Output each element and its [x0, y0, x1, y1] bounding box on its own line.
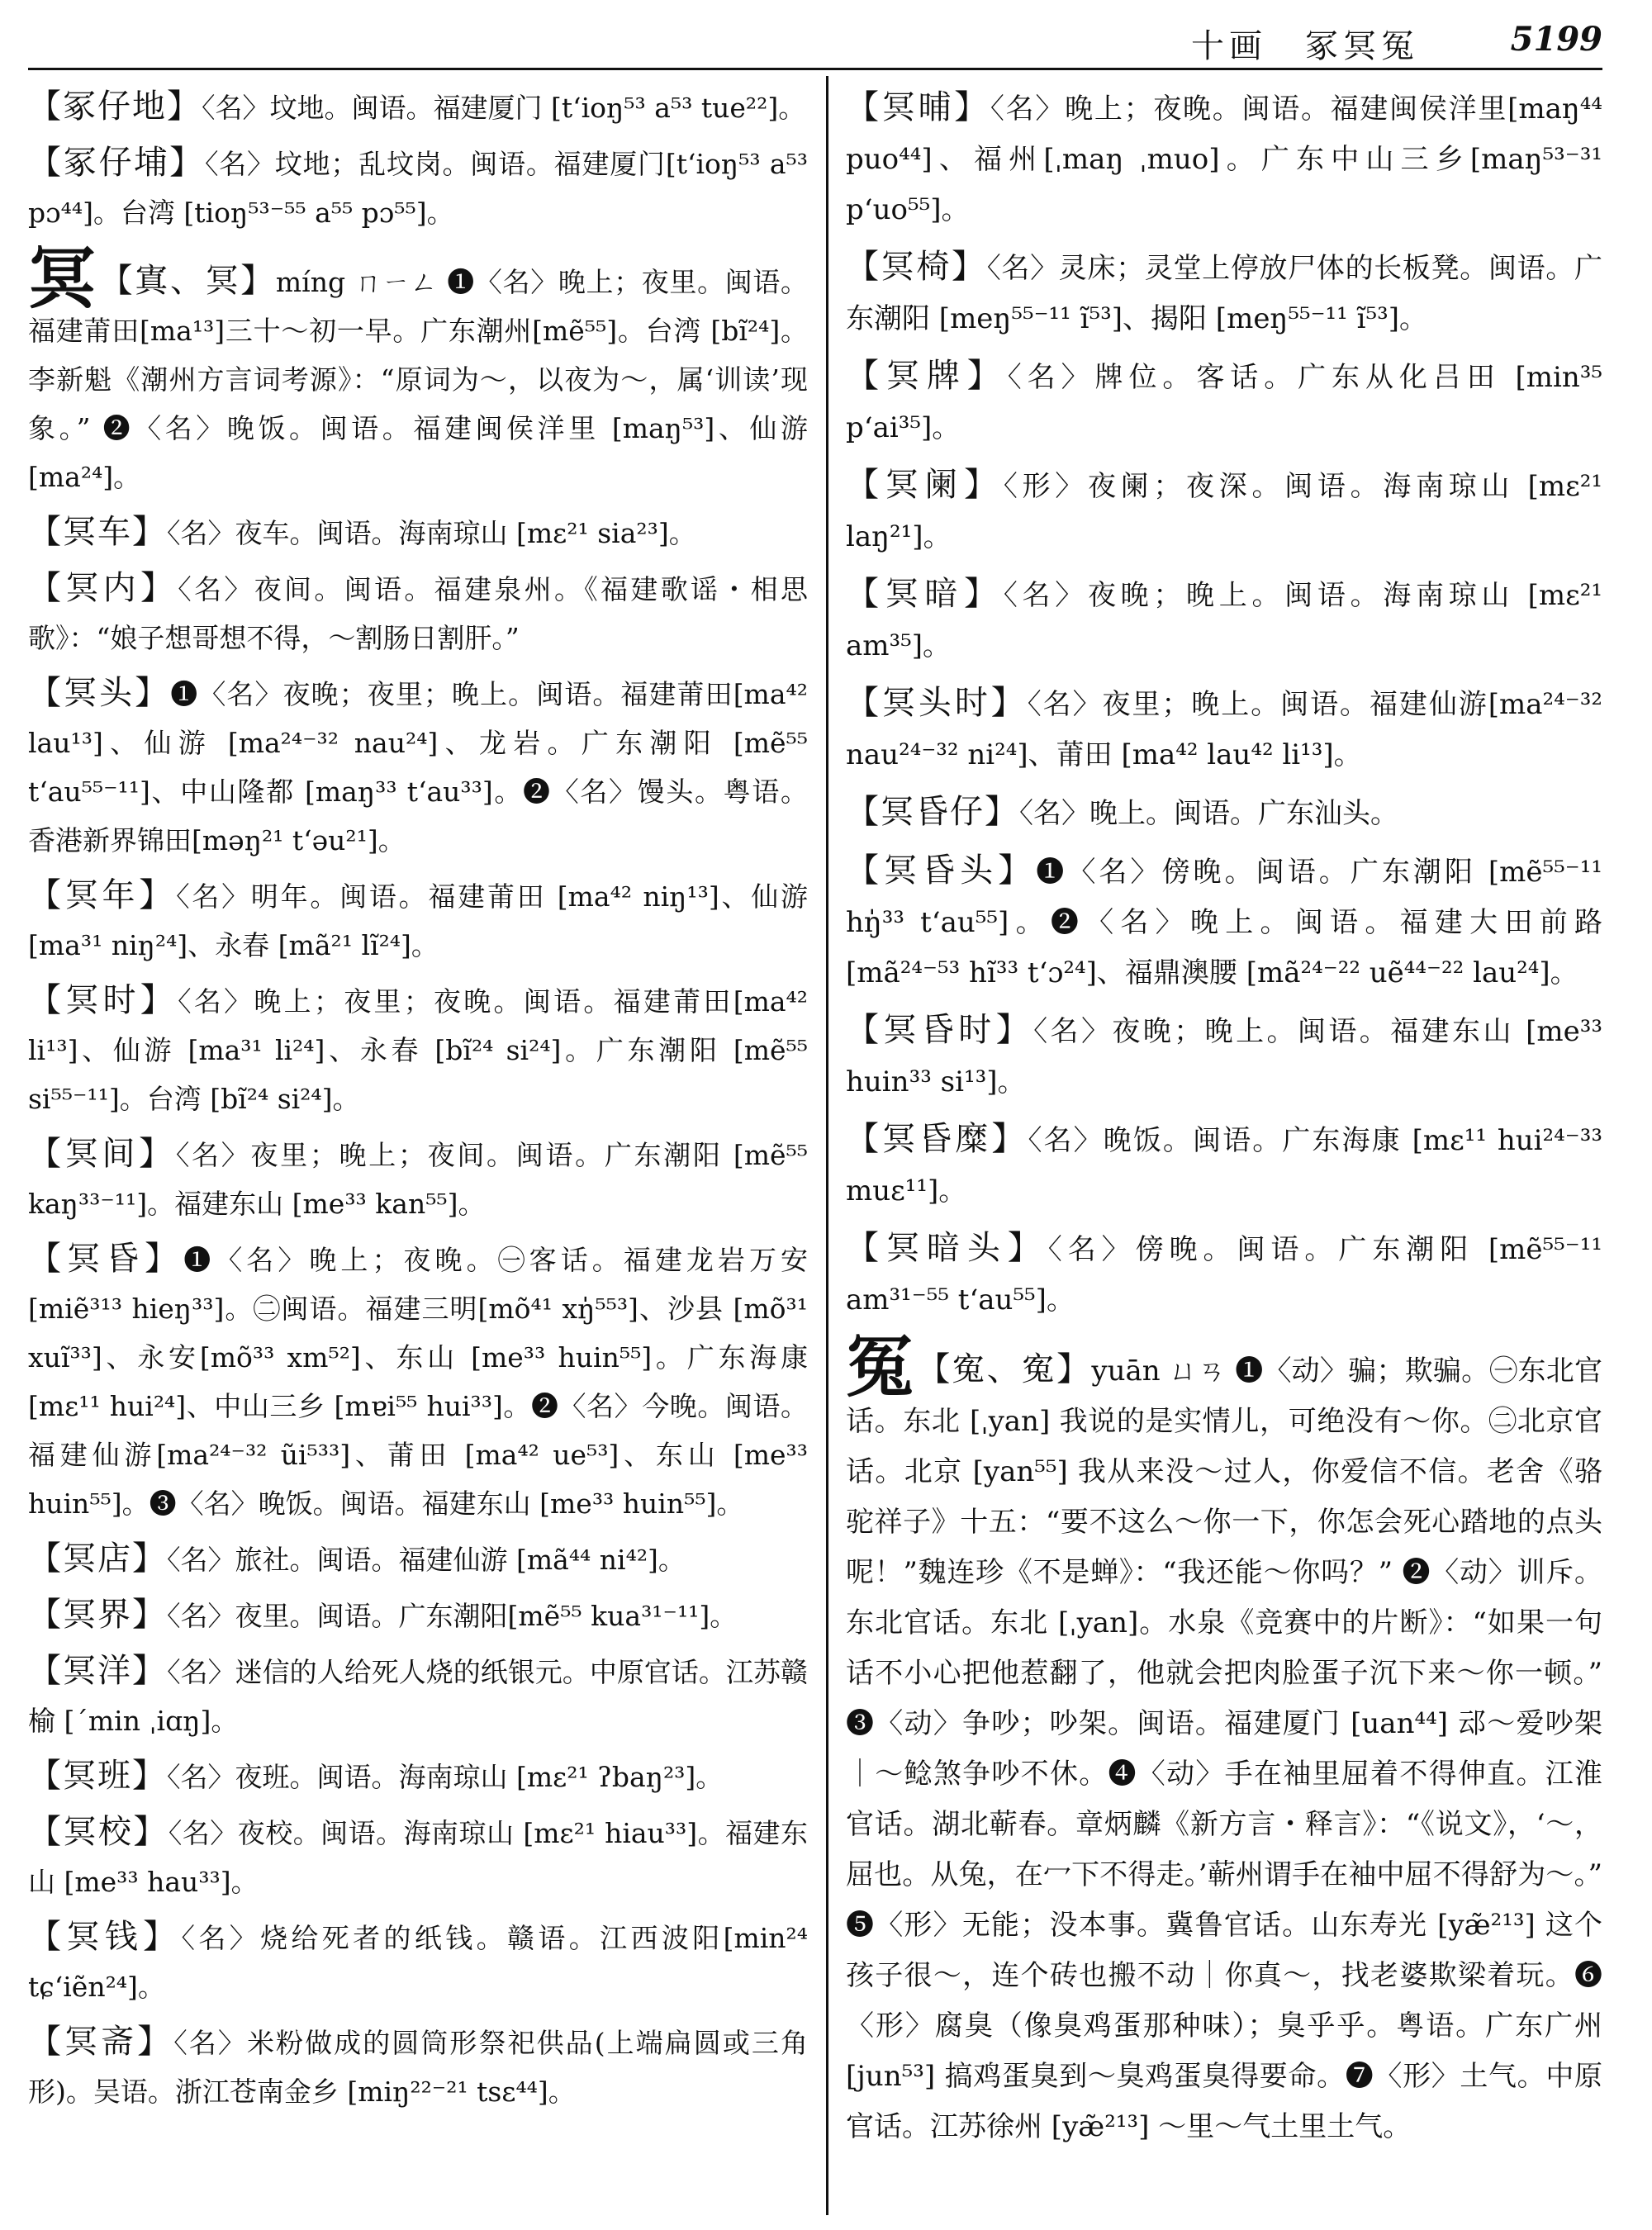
entry-definition: 〈名〉坟地；乱坟岗。闽语。福建厦门[t‘ioŋ⁵³ a⁵³ pɔ⁴⁴]。台湾 [tioŋ⁵³⁻⁵⁵ a⁵⁵ pɔ⁵⁵]。 — [28, 148, 808, 229]
entry-definition: 〈名〉米粉做成的圆筒形祭祀供品(上端扁圆或三角形)。吴语。浙江苍南金乡 [miŋ²²⁻²¹ tsɛ⁴⁴]。 — [28, 2027, 808, 2108]
dictionary-entry — [28, 1235, 808, 1528]
headword-character: 冥 — [28, 240, 97, 318]
page-header — [0, 0, 1652, 71]
header-rule — [28, 68, 1602, 70]
entry-headword: 【冥年】 — [28, 876, 177, 914]
entry-definition: 〈名〉夜班。闽语。海南琼山 [mɛ²¹ ʔbaŋ²³]。 — [167, 1761, 724, 1793]
entry-headword: 【冥校】 — [28, 1813, 169, 1851]
entry-definition: 〈名〉夜里。闽语。广东潮阳[mẽ⁵⁵ kua³¹⁻¹¹]。 — [167, 1600, 738, 1632]
dictionary-entry — [28, 508, 808, 558]
headword-character: 冤 — [846, 1328, 914, 1407]
entry-definition: ❶〈名〉傍晚。闽语。广东潮阳 [mẽ⁵⁵⁻¹¹ hŋ̍³³ t‘au⁵⁵]。❷〈名〉晚上。闽语。福建大田前路 [mã²⁴⁻⁵³ hĩ³³ t‘ɔ²⁴]、福鼎澳腰 [mã²⁴⁻²² uẽ⁴⁴⁻²² lau²⁴]。 — [846, 856, 1602, 989]
dictionary-entry — [846, 787, 1602, 839]
entry-headword: 【冥间】 — [28, 1135, 176, 1173]
entry-headword: 【冥昏糜】 — [846, 1120, 1028, 1158]
entry-definition: 〈名〉夜里；晚上。闽语。福建仙游[ma²⁴⁻³² nau²⁴⁻³² ni²⁴]、莆田 [ma⁴² lau⁴² li¹³]。 — [846, 688, 1602, 771]
entry-definition: yuān ㄩㄢ ❶〈动〉骗；欺骗。㊀东北官话。东北 [ˌyan] 我说的是实情儿，可绝没有～你。㊁北京官话。北京 [yan⁵⁵] 我从来没～过人，你爱信不信。老舍《骆驼祥子》十五：“要不这么～你一下，你怎会死心踏地的点头呢！”魏连珍《不是蝉》：“我还能～你吗？” ❷〈动〉训斥。东北官话。东北 [ˌyan]。水泉《竞赛中的片断》：“如果一句话不小心把他惹翻了，他就会把肉脸蛋子沉下来～你一顿。” ❸〈动〉争吵；吵架。闽语。福建厦门 [uan⁴⁴] 䢵～爱吵架｜～鲶煞争吵不休。❹〈动〉手在袖里屈着不得伸直。江淮官话。湖北蕲春。章炳麟《新方言・释言》：“《说文》，‘～，屈也。从兔，在冖下不得走。’蕲州谓手在袖中屈不得舒为～。” ❺〈形〉无能；没本事。冀鲁官话。山东寿光 [yæ̃²¹³] 这个孩子很～，连个砖也搬不动｜你真～，找老婆欺梁着玩。❻〈形〉腐臭（像臭鸡蛋那种味）；臭乎乎。粤语。广东广州[jun⁵³] 搞鸡蛋臭到～臭鸡蛋臭得要命。❼〈形〉土气。中原官话。江苏徐州 [yæ̃²¹³] ～里～气土里土气。 — [846, 1355, 1602, 2143]
dictionary-entry — [846, 83, 1602, 235]
entry-definition: 〈名〉坟地。闽语。福建厦门 [t‘ioŋ⁵³ a⁵³ tue²²]。 — [202, 92, 806, 124]
entry-definition: 〈名〉夜里；晚上；夜间。闽语。广东潮阳 [mẽ⁵⁵ kaŋ³³⁻¹¹]。福建东山 [me³³ kan⁵⁵]。 — [28, 1139, 808, 1220]
entry-headword: 【冥店】 — [28, 1540, 167, 1578]
entry-definition: 〈名〉晚上；夜里；夜晚。闽语。福建莆田[ma⁴² li¹³]、仙游 [ma³¹ li²⁴]、永春 [bĩ²⁴ si²⁴]。广东潮阳 [mẽ⁵⁵ si⁵⁵⁻¹¹]。台湾 [bĩ²⁴ si²⁴]。 — [28, 985, 808, 1115]
dictionary-entry — [28, 83, 808, 132]
entry-headword: 【冥洋】 — [28, 1652, 168, 1690]
entry-headword: 【冥钱】 — [28, 1918, 182, 1956]
entry-definition: 〈名〉晚饭。闽语。广东海康 [mɛ¹¹ hui²⁴⁻³³ muɛ¹¹]。 — [846, 1124, 1602, 1208]
dictionary-entry — [846, 242, 1602, 344]
entry-headword: 【寘、冥】 — [99, 262, 276, 300]
dictionary-entry — [28, 976, 808, 1123]
entry-headword: 【冥阑】 — [846, 466, 1004, 504]
entry-headword: 【冥班】 — [28, 1757, 167, 1795]
entry-definition: 〈名〉夜晚；晚上。闽语。海南琼山 [mɛ²¹ am³⁵]。 — [846, 579, 1603, 662]
dictionary-entry — [28, 1591, 808, 1640]
page-number: 5199 — [1510, 20, 1602, 59]
dictionary-entry — [28, 564, 808, 662]
entry-definition: 〈名〉晚上。闽语。广东汕头。 — [1019, 797, 1398, 830]
dictionary-entry — [846, 351, 1602, 453]
dictionary-entry — [846, 678, 1602, 780]
dictionary-entry — [28, 1535, 808, 1584]
entry-definition: 〈名〉夜间。闽语。福建泉州。《福建歌谣・相思歌》：“娘子想哥想不得，～割肠日割肝。” — [28, 573, 809, 654]
dictionary-entry — [846, 460, 1602, 562]
dictionary-entry — [28, 1647, 808, 1745]
entry-headword: 【冥昏头】 — [846, 852, 1037, 890]
entry-headword: 【寃、寃】 — [917, 1350, 1092, 1388]
dictionary-entry — [846, 569, 1602, 671]
entry-definition: 〈名〉迷信的人给死人烧的纸银元。中原官话。江苏赣榆 [ˊmin ˌiɑŋ]。 — [28, 1656, 809, 1737]
column-divider — [826, 76, 828, 2215]
entry-definition: 〈名〉夜校。闽语。海南琼山 [mɛ²¹ hiau³³]。福建东山 [me³³ hau³³]。 — [28, 1817, 808, 1898]
entry-headword: 【冥时】 — [28, 981, 178, 1019]
entry-definition: 〈名〉灵床；灵堂上停放尸体的长板凳。闽语。广东潮阳 [meŋ⁵⁵⁻¹¹ ĩ⁵³]、揭阳 [meŋ⁵⁵⁻¹¹ ĩ⁵³]。 — [846, 252, 1603, 335]
dictionary-entry — [28, 1130, 808, 1228]
entry-headword: 【冥昏时】 — [846, 1011, 1034, 1049]
dictionary-entry — [28, 1808, 808, 1906]
entry-definition: 〈名〉夜晚；晚上。闽语。福建东山 [me³³ huin³³ si¹³]。 — [846, 1015, 1603, 1098]
entry-definition: 〈名〉烧给死者的纸钱。赣语。江西波阳[min²⁴ tɕ‘iẽn²⁴]。 — [28, 1922, 808, 2003]
headword-entry — [28, 240, 808, 501]
dictionary-entry — [28, 669, 808, 865]
entry-definition: míng ㄇㄧㄥ ❶〈名〉晚上；夜里。闽语。福建莆田[ma¹³]三十～初一早。广东潮州[mẽ⁵⁵]。台湾 [bĩ²⁴]。李新魁《潮州方言词考源》：“原词为～，以夜为～，属‘训读’现象。” ❷〈名〉晚饭。闽语。福建闽侯洋里 [maŋ⁵³]、仙游 [ma²⁴]。 — [28, 266, 808, 493]
entry-headword: 【冥界】 — [28, 1596, 167, 1634]
entry-headword: 【冥昏仔】 — [846, 793, 1019, 831]
dictionary-entry — [846, 1114, 1602, 1217]
dictionary-entry — [28, 1913, 808, 2011]
entry-headword: 【冥头】 — [28, 674, 171, 712]
entry-headword: 【冥车】 — [28, 513, 167, 551]
entry-definition: 〈名〉牌位。客话。广东从化吕田 [min³⁵ p‘ai³⁵]。 — [846, 361, 1603, 444]
entry-definition: ❶〈名〉晚上；夜晚。㊀客话。福建龙岩万安 [miẽ³¹³ hieŋ³³]。㊁闽语。福建三明[mõ⁴¹ xŋ̍⁵⁵³]、沙县 [mõ³¹ xuĩ³³]、永安[mõ³³ xm⁵²]、东山 [me³³ huin⁵⁵]。广东海康[mɛ¹¹ hui²⁴]、中山三乡 [mɐi⁵⁵ hui³³]。❷〈名〉今晚。闽语。福建仙游[ma²⁴⁻³² ũi⁵³³]、莆田 [ma⁴² ue⁵³]、东山 [me³³ huin⁵⁵]。❸〈名〉晚饭。闽语。福建东山 [me³³ huin⁵⁵]。 — [28, 1244, 809, 1520]
entry-headword: 【冥晡】 — [846, 88, 990, 126]
left-column — [28, 83, 808, 2123]
dictionary-entry — [846, 846, 1602, 999]
entry-headword: 【冥头时】 — [846, 684, 1028, 722]
section-label: 十画 冢冥冤 — [1191, 27, 1419, 65]
entry-headword: 【冥暗】 — [846, 575, 1004, 613]
entry-definition: 〈名〉傍晚。闽语。广东潮阳 [mẽ⁵⁵⁻¹¹ am³¹⁻⁵⁵ t‘au⁵⁵]。 — [846, 1233, 1602, 1317]
right-column — [846, 83, 1602, 2159]
entry-definition: 〈名〉明年。闽语。福建莆田 [ma⁴² niŋ¹³]、仙游 [ma³¹ niŋ²⁴]、永春 [mã²¹ lĩ²⁴]。 — [28, 880, 809, 961]
headword-entry — [846, 1328, 1602, 2152]
entry-definition: 〈名〉晚上；夜晚。闽语。福建闽侯洋里[maŋ⁴⁴ puo⁴⁴]、福州[ˌmaŋ ˌmuo]。广东中山三乡[maŋ⁵³⁻³¹ p‘uo⁵⁵]。 — [846, 93, 1602, 226]
dictionary-entry — [846, 1223, 1602, 1326]
entry-headword: 【冥牌】 — [846, 357, 1008, 395]
entry-definition: ❶〈名〉夜晚；夜里；晚上。闽语。福建莆田[ma⁴² lau¹³]、仙游 [ma²⁴⁻³² nau²⁴]、龙岩。广东潮阳 [mẽ⁵⁵ t‘au⁵⁵⁻¹¹]、中山隆都 [maŋ³³ t‘au³³]。❷〈名〉馒头。粤语。香港新界锦田[məŋ²¹ t‘əu²¹]。 — [28, 678, 808, 856]
dictionary-entry — [28, 139, 808, 237]
entry-definition: 〈形〉夜阑；夜深。闽语。海南琼山 [mɛ²¹ laŋ²¹]。 — [846, 470, 1603, 553]
entry-headword: 【冥昏】 — [28, 1240, 184, 1278]
dictionary-entry — [28, 2018, 808, 2116]
entry-headword: 【冢仔地】 — [28, 88, 202, 126]
dictionary-entry — [28, 871, 808, 970]
entry-headword: 【冥斋】 — [28, 2023, 174, 2061]
entry-headword: 【冥暗头】 — [846, 1229, 1048, 1267]
entry-definition: 〈名〉旅社。闽语。福建仙游 [mã⁴⁴ ni⁴²]。 — [167, 1544, 686, 1576]
dictionary-entry — [28, 1752, 808, 1801]
entry-headword: 【冥内】 — [28, 569, 178, 607]
entry-headword: 【冥椅】 — [846, 248, 987, 286]
entry-definition: 〈名〉夜车。闽语。海南琼山 [mɛ²¹ sia²³]。 — [167, 517, 696, 549]
dictionary-entry — [846, 1005, 1602, 1108]
entry-headword: 【冢仔埔】 — [28, 144, 205, 182]
